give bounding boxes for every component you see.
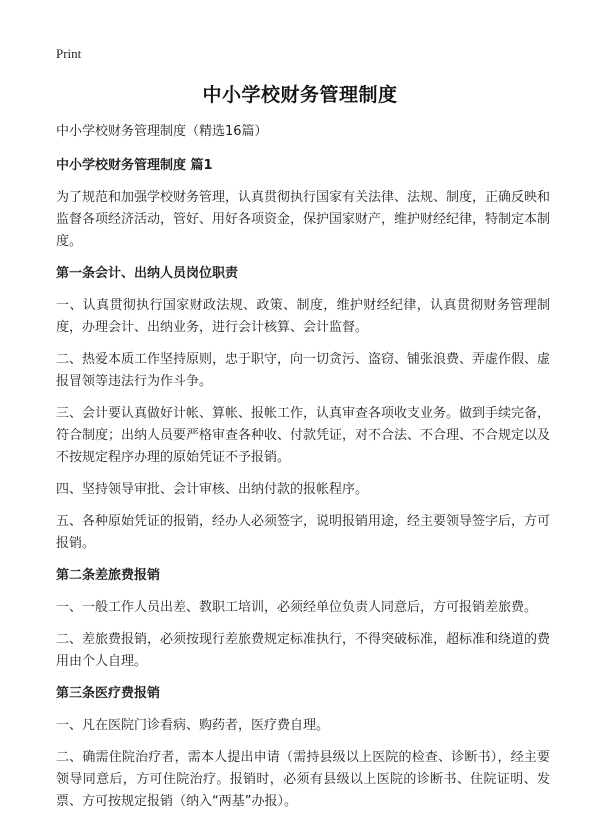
article-1-paragraph: 四、坚持领导审批、会计审核、出纳付款的报帐程序。 <box>56 482 369 497</box>
article-2-paragraph: 一、一般工作人员出差、教职工培训，必须经单位负责人同意后，方可报销差旅费。 <box>56 600 538 615</box>
article-1-paragraph: 五、各种原始凭证的报销，经办人必须签字，说明报销用途，经主要领导签字后，方可报销。 <box>56 514 551 551</box>
document-subtitle: 中小学校财务管理制度（精选16篇） <box>56 124 268 139</box>
article-1-paragraph: 二、热爱本质工作坚持原则，忠于职守，向一切贪污、盗窃、铺张浪费、弄虚作假、虚报冒领等违法行为作斗争。 <box>56 352 551 389</box>
print-link[interactable]: Print <box>56 46 82 61</box>
article-1-heading: 第一条会计、出纳人员岗位职责 <box>56 266 239 281</box>
intro-paragraph: 为了规范和加强学校财务管理，认真贯彻执行国家有关法律、法规、制度，正确反映和监督各项经济活动，管好、用好各项资金，保护国家财产，维护财经纪律，特制定本制度。 <box>56 190 551 249</box>
article-3-paragraph: 二、确需住院治疗者，需本人提出申请（需持县级以上医院的检查、诊断书），经主要领导同意后，方可住院治疗。报销时，必须有县级以上医院的诊断书、住院证明、发票、方可按规定报销（纳入“两基”办报）。 <box>56 750 550 809</box>
section-heading: 中小学校财务管理制度 篇1 <box>56 158 213 173</box>
article-3-paragraph: 一、凡在医院门诊看病、购药者，医疗费自理。 <box>56 718 330 733</box>
document-body <box>56 121 550 823</box>
article-1-paragraph: 三、会计要认真做好计帐、算帐、报帐工作，认真审查各项收支业务。做到手续完备，符合制度；出纳人员要严格审查各种收、付款凭证，对不合法、不合理、不合规定以及不按规定程序办理的原始凭证不予报销。 <box>56 406 551 465</box>
article-3-heading: 第三条医疗费报销 <box>56 686 161 701</box>
article-2-paragraph: 二、差旅费报销，必须按现行差旅费规定标准执行，不得突破标准，超标准和绕道的费用由个人自理。 <box>56 632 551 669</box>
article-1-paragraph: 一、认真贯彻执行国家财政法规、政策、制度，维护财经纪律，认真贯彻财务管理制度，办理会计、出纳业务，进行会计核算、会计监督。 <box>56 298 550 335</box>
page-title: 中小学校财务管理制度 <box>202 84 398 106</box>
article-2-heading: 第二条差旅费报销 <box>56 568 161 583</box>
